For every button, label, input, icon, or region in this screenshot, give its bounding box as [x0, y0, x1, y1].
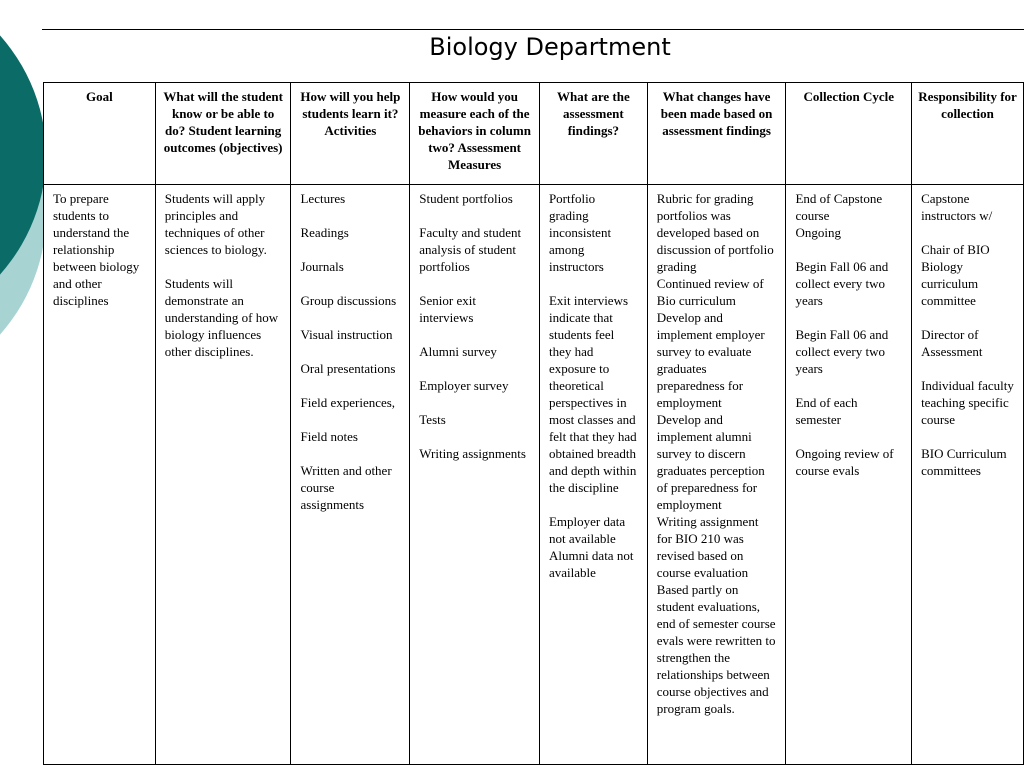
- table-row: [44, 185, 1024, 765]
- cell-paragraph: Writing assignments: [419, 446, 526, 461]
- table-header-row: [44, 83, 1024, 185]
- cell-responsibility: [912, 185, 1024, 765]
- cell-paragraph: Senior exit interviews: [419, 293, 476, 325]
- cell-paragraph: Field notes: [300, 429, 358, 444]
- cell-paragraph: Portfolio grading inconsistent among instructors: [548, 191, 612, 274]
- cell-paragraph: Lectures: [300, 191, 346, 206]
- cell-paragraph: [795, 190, 902, 241]
- header-assessment-findings: What are the assessment findings?: [539, 83, 647, 185]
- cell-paragraph: Chair of BIO Biology curriculum committee: [921, 242, 990, 308]
- cell-paragraph: Written and other course assignments: [300, 463, 392, 512]
- cell-line: Develop and implement alumni survey to discern graduates perception of preparedness for employment: [656, 412, 765, 512]
- header-activities: How will you help students learn it? Activities: [291, 83, 410, 185]
- header-learning-outcomes: What will the student know or be able to do? Student learning outcomes (objectives): [155, 83, 291, 185]
- cell-paragraph: Ongoing review of course evals: [795, 446, 894, 478]
- cell-line: Ongoing: [795, 225, 841, 240]
- header-collection-cycle: Collection Cycle: [786, 83, 912, 185]
- cell-paragraph: Students will apply principles and techniques of other sciences to biology.: [164, 191, 267, 257]
- cell-paragraph: Begin Fall 06 and collect every two years: [795, 327, 889, 376]
- cell-line: Rubric for grading portfolios was developed based on discussion of portfolio grading: [656, 191, 774, 274]
- cell-assessment-measures: [410, 185, 540, 765]
- cell-line: Develop and implement employer survey to evaluate graduates preparedness for employment: [656, 310, 765, 410]
- cell-paragraph: Exit interviews indicate that students feel they had exposure to theoretical perspectives in most classes and felt that they had obtained breadth and depth within the discipline: [548, 293, 637, 495]
- cell-paragraph: Student portfolios: [419, 191, 513, 206]
- cell-paragraph: Faculty and student analysis of student portfolios: [419, 225, 522, 274]
- cell-goal: [44, 185, 156, 765]
- cell-paragraph: Begin Fall 06 and collect every two years: [795, 259, 889, 308]
- cell-activities: [291, 185, 410, 765]
- cell-paragraph: Oral presentations: [300, 361, 396, 376]
- cell-paragraph: Visual instruction: [300, 327, 393, 342]
- cell-assessment-findings: [539, 185, 647, 765]
- page-title: Biology Department: [429, 33, 671, 61]
- cell-paragraph: [657, 190, 777, 717]
- cell-collection-cycle: [786, 185, 912, 765]
- title-rule: [42, 29, 1024, 30]
- assessment-table: [43, 82, 1024, 765]
- cell-paragraph: Director of Assessment: [921, 327, 983, 359]
- cell-line: Continued review of Bio curriculum: [656, 276, 764, 308]
- cell-paragraph: Journals: [300, 259, 344, 274]
- cell-line: Based partly on student evaluations, end of semester course evals were rewritten to strengthen the relationships between course objectives and program goals.: [656, 582, 776, 716]
- cell-line: End of Capstone course: [795, 191, 883, 223]
- cell-learning-outcomes: [155, 185, 291, 765]
- cell-changes-made: [647, 185, 786, 765]
- cell-paragraph: Readings: [300, 225, 349, 240]
- cell-line: Alumni data not available: [548, 548, 634, 580]
- cell-paragraph: Employer survey: [419, 378, 509, 393]
- cell-paragraph: Group discussions: [300, 293, 397, 308]
- cell-paragraph: End of each semester: [795, 395, 858, 427]
- cell-paragraph: To prepare students to understand the relationship between biology and other disciplines: [53, 191, 140, 308]
- cell-paragraph: Individual faculty teaching specific course: [921, 378, 1014, 427]
- header-responsibility: Responsibility for collection: [912, 83, 1024, 185]
- cell-paragraph: [549, 513, 638, 581]
- cell-line: Writing assignment for BIO 210 was revised based on course evaluation: [656, 514, 759, 580]
- header-assessment-measures: How would you measure each of the behaviors in column two? Assessment Measures: [410, 83, 540, 185]
- cell-paragraph: Field experiences,: [300, 395, 396, 410]
- cell-paragraph: Capstone instructors w/: [921, 191, 993, 223]
- header-goal: Goal: [44, 83, 156, 185]
- cell-line: Employer data not available: [548, 514, 626, 546]
- cell-paragraph: BIO Curriculum committees: [921, 446, 1007, 478]
- cell-paragraph: Alumni survey: [419, 344, 497, 359]
- cell-paragraph: Students will demonstrate an understanding of how biology influences other disciplines.: [164, 276, 279, 359]
- cell-paragraph: Tests: [419, 412, 446, 427]
- header-changes-made: What changes have been made based on assessment findings: [647, 83, 786, 185]
